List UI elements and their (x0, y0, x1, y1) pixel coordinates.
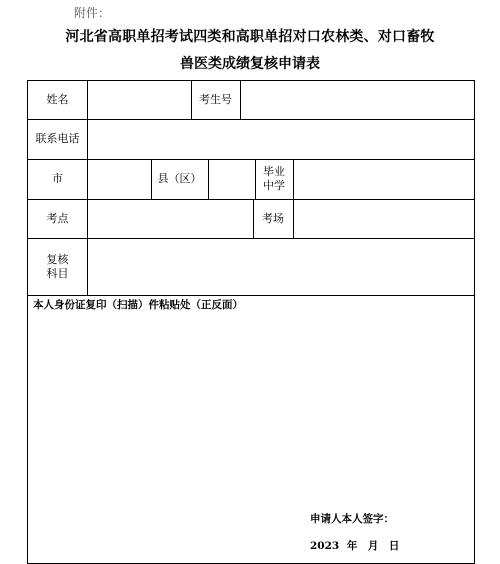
exam-number-field[interactable] (241, 81, 474, 119)
county-field[interactable] (209, 160, 255, 199)
form-title-line-2: 兽医类成绩复核申请表 (180, 56, 320, 72)
exam-room-label: 考场 (262, 211, 284, 225)
application-form-table (27, 80, 475, 564)
graduate-school-label-line-1: 毕业 (263, 165, 285, 178)
graduate-school-label (255, 159, 293, 199)
exam-site-label: 考点 (46, 211, 69, 225)
form-title-line-1: 河北省高职单招考试四类和高职单招对口农林类、对口畜牧 (65, 29, 435, 45)
review-subject-label-line-1: 复核 (46, 252, 69, 266)
city-label: 市 (52, 172, 63, 185)
applicant-signature-label: 申请人本人签字： (310, 513, 394, 525)
review-subject-label-line-2: 科目 (46, 266, 69, 280)
phone-label: 联系电话 (35, 132, 80, 145)
name-field[interactable] (88, 81, 191, 119)
exam-number-label: 考生号 (199, 93, 232, 106)
review-subject-field[interactable] (88, 239, 474, 295)
city-field[interactable] (88, 160, 151, 199)
signature-date: 2023 年 月 日 (310, 540, 400, 552)
attachment-label: 附件： (74, 6, 111, 20)
phone-field[interactable] (88, 120, 474, 159)
id-copy-note: 本人身份证复印（扫描）件粘贴处（正反面） (33, 299, 243, 311)
county-label: 县（区） (157, 172, 202, 185)
name-label: 姓名 (46, 93, 69, 106)
review-subject-label (28, 238, 87, 295)
exam-room-field[interactable] (294, 200, 474, 238)
graduate-school-field[interactable] (294, 160, 474, 199)
graduate-school-label-line-2: 中学 (263, 179, 285, 192)
exam-site-field[interactable] (88, 200, 253, 238)
id-copy-paste-area[interactable] (28, 296, 474, 563)
